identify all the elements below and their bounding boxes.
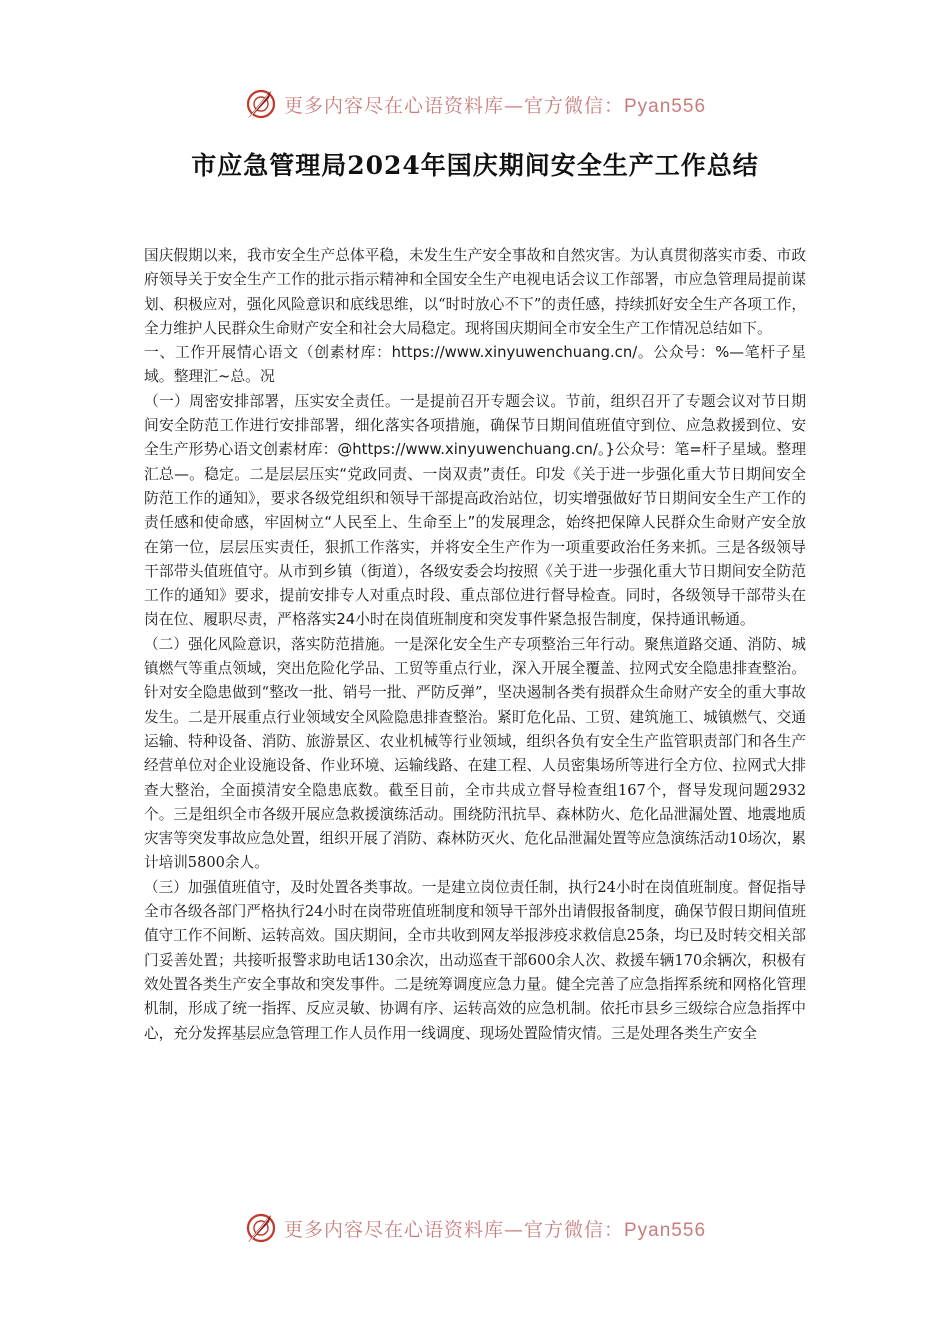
watermark-banner-bottom xyxy=(0,1208,950,1248)
wechat-id: Pyan556 xyxy=(624,1219,707,1241)
document-title: 市应急管理局2024年国庆期间安全生产工作总结 xyxy=(191,151,759,180)
paragraph-section-1-1: （一）周密安排部署，压实安全责任。一是提前召开专题会议。节前，组织召开了专题会议对节日期间安全防范工作进行安排部署，细化落实各项措施，确保节日期间值班值守到位、应急救援到位、安全生产形势心语文创素材库：@https://www.xinyuwenchuang.cn/。}公众号：笔=杆子星域。整理汇总—。稳定。二是层层压实“党政同责、一岗双责”责任。印发《关于进一步强化重大节日期间安全防范工作的通知》，要求各级党组织和领导干部提高政治站位，切实增强做好节日期间安全生产工作的责任感和使命感，牢固树立“人民至上、生命至上”的发展理念，始终把保障人民群众生命财产安全放在第一位，层层压实责任，狠抓工作落实，并将安全生产作为一项重要政治任务来抓。三是各级领导干部带头值班值守。从市到乡镇（街道），各级安委会均按照《关于进一步强化重大节日期间安全防范工作的通知》要求，提前安排专人对重点时段、重点部位进行督导检查。同时，各级领导干部带头在岗在位、履职尽责，严格落实24小时在岗值班制度和突发事件紧急报告制度，保持通讯畅通。 xyxy=(144,392,806,629)
document-body xyxy=(144,244,806,1046)
section-heading-1: 一、工作开展情心语文（创素材库：https://www.xinyuwenchuang.cn/。公众号：%—笔杆子星域。整理汇~总。况 xyxy=(144,344,806,386)
paragraph-intro: 国庆假期以来，我市安全生产总体平稳，未发生生产安全事故和自然灾害。为认真贯彻落实市委、市政府领导关于安全生产工作的批示指示精神和全国安全生产电视电话会议工作部署，市应急管理局提前谋划、积极应对，强化风险意识和底线思维，以“时时放心不下”的责任感，持续抓好安全生产各项工作，全力维护人民群众生命财产安全和社会大局稳定。现将国庆期间全市安全生产工作情况总结如下。 xyxy=(144,247,806,337)
watermark-text: 更多内容尽在心语资料库—官方微信：Pyan556 xyxy=(283,1218,707,1241)
quill-pen-logo-icon xyxy=(244,87,278,121)
wechat-id: Pyan556 xyxy=(624,95,707,117)
watermark-banner-top xyxy=(0,84,950,124)
paragraph-section-1-2: （二）强化风险意识，落实防范措施。一是深化安全生产专项整治三年行动。聚焦道路交通、消防、城镇燃气等重点领域，突出危险化学品、工贸等重点行业，深入开展全覆盖、拉网式安全隐患排查整治。针对安全隐患做到“整改一批、销号一批、严防反弹”，坚决遏制各类有损群众生命财产安全的重大事故发生。二是开展重点行业领域安全风险隐患排查整治。紧盯危化品、工贸、建筑施工、城镇燃气、交通运输、特种设备、消防、旅游景区、农业机械等行业领域，组织各负有安全生产监管职责部门和各生产经营单位对企业设施设备、作业环境、运输线路、在建工程、人员密集场所等进行全方位、拉网式大排查大整治，全面摸清安全隐患底数。截至目前，全市共成立督导检查组167个，督导发现问题2932个。三是组织全市各级开展应急救援演练活动。围绕防汛抗旱、森林防火、危化品泄漏处置、地震地质灾害等突发事故应急处置，组织开展了消防、森林防灭火、危化品泄漏处置等应急演练活动10场次，累计培训5800余人。 xyxy=(144,635,806,872)
watermark-text: 更多内容尽在心语资料库—官方微信：Pyan556 xyxy=(283,94,707,117)
paragraph-section-1-3: （三）加强值班值守，及时处置各类事故。一是建立岗位责任制，执行24小时在岗值班制度。督促指导全市各级各部门严格执行24小时在岗带班值班制度和领导干部外出请假报备制度，确保节假日期间值班值守工作不间断、运转高效。国庆期间，全市共收到网友举报涉疫求救信息25条，均已及时转交相关部门妥善处置；共接听报警求助电话130余次，出动巡查干部600余人次、救援车辆170余辆次，积极有效处置各类生产安全事故和突发事件。二是统筹调度应急力量。健全完善了应急指挥系统和网格化管理机制，形成了统一指挥、反应灵敏、协调有序、运转高效的应急机制。依托市县乡三级综合应急指挥中心，充分发挥基层应急管理工作人员作用一线调度、现场处置险情灾情。三是处理各类生产安全 xyxy=(144,878,806,1042)
quill-pen-logo-icon xyxy=(244,1211,278,1245)
